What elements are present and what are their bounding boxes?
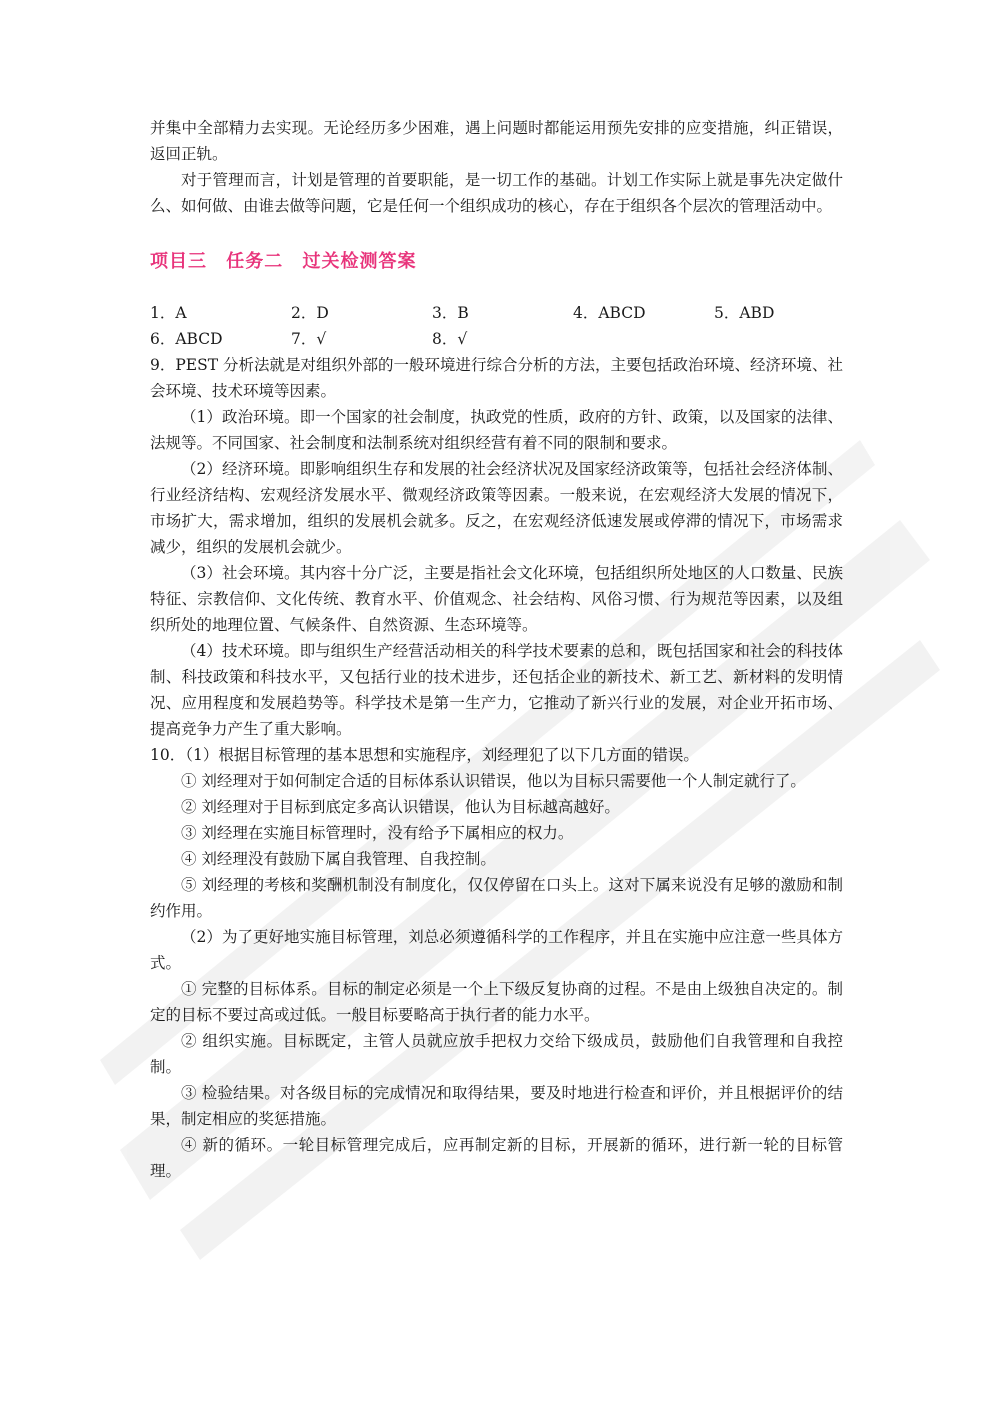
q10-part2-item-2: ② 组织实施。目标既定，主管人员就应放手把权力交给下级成员，鼓励他们自我管理和自我控制。: [150, 1032, 843, 1076]
q10-part1-item-1: ① 刘经理对于如何制定合适的目标体系认识错误，他以为目标只需要他一个人制定就行了。: [181, 772, 806, 790]
answer-row-2: [150, 326, 843, 352]
intro-paragraph-1: 并集中全部精力去实现。无论经历多少困难，遇上问题时都能运用预先安排的应变措施，纠正错误，返回正轨。: [150, 119, 843, 163]
q10-part1-item-5: ⑤ 刘经理的考核和奖酬机制没有制度化，仅仅停留在口头上。这对下属来说没有足够的激励和制约作用。: [150, 876, 843, 920]
q10-part1-item-3: ③ 刘经理在实施目标管理时，没有给予下属相应的权力。: [181, 824, 574, 842]
q10-part2-item-4: ④ 新的循环。一轮目标管理完成后，应再制定新的目标，开展新的循环，进行新一轮的目标管理。: [150, 1136, 843, 1180]
q9-item-economic: （2）经济环境。即影响组织生存和发展的社会经济状况及国家经济政策等，包括社会经济体制、行业经济结构、宏观经济发展水平、微观经济政策等因素。一般来说，在宏观经济大发展的情况下，市场扩大，需求增加，组织的发展机会就多。反之，在宏观经济低速发展或停滞的情况下，市场需求减少，组织的发展机会就少。: [150, 460, 843, 556]
answer-item: 1．A: [150, 304, 187, 322]
answer-row-1: [150, 300, 843, 326]
q10-part2-item-1: ① 完整的目标体系。目标的制定必须是一个上下级反复协商的过程。不是由上级独自决定的。制定的目标不要过高或过低。一般目标要略高于执行者的能力水平。: [150, 980, 843, 1024]
q10-part2-item-3: ③ 检验结果。对各级目标的完成情况和取得结果，要及时地进行检查和评价，并且根据评价的结果，制定相应的奖惩措施。: [150, 1084, 843, 1128]
answer-item: 4．ABCD: [573, 304, 646, 322]
document-page: [150, 115, 843, 1184]
q10-part1-item-2: ② 刘经理对于目标到底定多高认识错误，他认为目标越高越好。: [181, 798, 620, 816]
answer-item: 2．D: [291, 304, 329, 322]
answer-item: 3．B: [432, 304, 469, 322]
intro-paragraph-2: 对于管理而言，计划是管理的首要职能，是一切工作的基础。计划工作实际上就是事先决定做什么、如何做、由谁去做等问题，它是任何一个组织成功的核心，存在于组织各个层次的管理活动中。: [150, 171, 843, 215]
answer-item: 6．ABCD: [150, 330, 223, 348]
q10-part1-item-4: ④ 刘经理没有鼓励下属自我管理、自我控制。: [181, 850, 496, 868]
q9-intro: 9．PEST 分析法就是对组织外部的一般环境进行综合分析的方法，主要包括政治环境、经济环境、社会环境、技术环境等因素。: [150, 356, 843, 400]
q10-part1-intro: 10．（1）根据目标管理的基本思想和实施程序，刘经理犯了以下几方面的错误。: [150, 746, 699, 764]
q9-item-social: （3）社会环境。其内容十分广泛，主要是指社会文化环境，包括组织所处地区的人口数量、民族特征、宗教信仰、文化传统、教育水平、价值观念、社会结构、风俗习惯、行为规范等因素，以及组织所处的地理位置、气候条件、自然资源、生态环境等。: [150, 564, 843, 634]
q10-part2-intro: （2）为了更好地实施目标管理，刘总必须遵循科学的工作程序，并且在实施中应注意一些具体方式。: [150, 928, 843, 972]
q9-item-political: （1）政治环境。即一个国家的社会制度，执政党的性质，政府的方针、政策，以及国家的法律、法规等。不同国家、社会制度和法制系统对组织经营有着不同的限制和要求。: [150, 408, 843, 452]
q9-item-technology: （4）技术环境。即与组织生产经营活动相关的科学技术要素的总和，既包括国家和社会的科技体制、科技政策和科技水平，又包括行业的技术进步，还包括企业的新技术、新工艺、新材料的发明情况、应用程度和发展趋势等。科学技术是第一生产力，它推动了新兴行业的发展，对企业开拓市场、提高竞争力产生了重大影响。: [150, 642, 843, 738]
answer-item: 5．ABD: [714, 304, 775, 322]
answer-item: 7．√: [291, 330, 327, 348]
answer-grid: [150, 300, 843, 352]
section-heading: 项目三 任务二 过关检测答案: [150, 251, 417, 272]
answer-item: 8．√: [432, 330, 468, 348]
